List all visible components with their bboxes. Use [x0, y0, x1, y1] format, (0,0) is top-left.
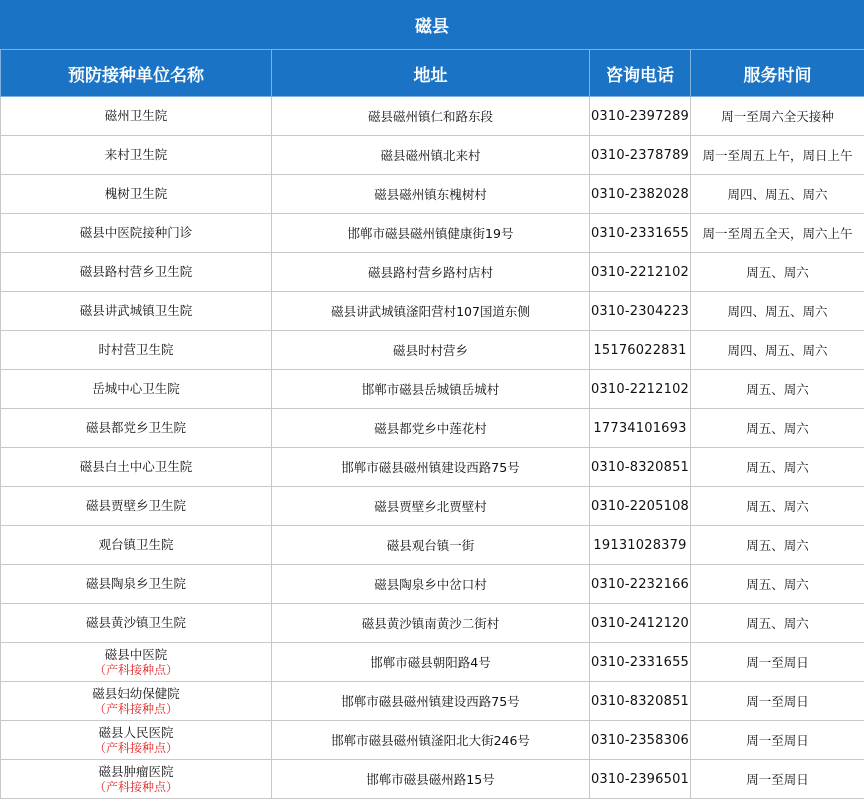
- phone-cell: 0310-2378789: [590, 136, 691, 175]
- address-cell: 磁县陶泉乡中岔口村: [272, 565, 590, 604]
- address-cell: 邯郸市磁县磁州镇健康街19号: [272, 214, 590, 253]
- phone-cell: 0310-2397289: [590, 97, 691, 136]
- unit-name: 磁县陶泉乡卫生院: [85, 576, 186, 591]
- table-row: [1, 370, 864, 409]
- phone-cell: 0310-2304223: [590, 292, 691, 331]
- unit-name: 磁县中医院: [104, 646, 168, 662]
- unit-name-cell: [1, 760, 272, 799]
- table-row: [1, 760, 864, 799]
- service-hours-cell: 周五、周六: [691, 253, 864, 292]
- table-row: [1, 526, 864, 565]
- phone-cell: 0310-2382028: [590, 175, 691, 214]
- phone-cell: 0310-2205108: [590, 487, 691, 526]
- service-hours-cell: 周一至周五上午，周日上午: [691, 136, 864, 175]
- table-row: [1, 487, 864, 526]
- address-cell: 磁县黄沙镇南黄沙二街村: [272, 604, 590, 643]
- table-row: [1, 214, 864, 253]
- table-row: [1, 604, 864, 643]
- phone-cell: 0310-2232166: [590, 565, 691, 604]
- service-hours-cell: 周四、周五、周六: [691, 331, 864, 370]
- phone-cell: 0310-8320851: [590, 448, 691, 487]
- header-service-hours: 服务时间: [691, 50, 864, 97]
- obstetric-site-note: （产科接种点）: [93, 740, 178, 755]
- vaccination-units-table: [0, 49, 864, 799]
- unit-name-cell: [1, 253, 272, 292]
- table-header-row: [1, 50, 864, 97]
- table-row: [1, 292, 864, 331]
- unit-name-cell: [1, 721, 272, 760]
- table-row: [1, 136, 864, 175]
- table-row: [1, 409, 864, 448]
- table-row: [1, 253, 864, 292]
- unit-name: 磁县人民医院: [98, 724, 174, 740]
- obstetric-site-note: （产科接种点）: [93, 701, 178, 716]
- address-cell: 磁县路村营乡路村店村: [272, 253, 590, 292]
- table-row: [1, 643, 864, 682]
- header-address: 地址: [272, 50, 590, 97]
- service-hours-cell: 周五、周六: [691, 448, 864, 487]
- phone-cell: 0310-2331655: [590, 643, 691, 682]
- obstetric-site-note: （产科接种点）: [93, 662, 178, 677]
- address-cell: 磁县时村营乡: [272, 331, 590, 370]
- service-hours-cell: 周一至周日: [691, 682, 864, 721]
- unit-name-cell: [1, 526, 272, 565]
- service-hours-cell: 周一至周日: [691, 760, 864, 799]
- unit-name-cell: [1, 643, 272, 682]
- address-cell: 磁县磁州镇北来村: [272, 136, 590, 175]
- unit-name: 磁县白土中心卫生院: [79, 459, 193, 474]
- unit-name-cell: [1, 370, 272, 409]
- service-hours-cell: 周四、周五、周六: [691, 175, 864, 214]
- service-hours-cell: 周一至周日: [691, 721, 864, 760]
- header-phone: 咨询电话: [590, 50, 691, 97]
- address-cell: 邯郸市磁县磁州镇建设西路75号: [272, 682, 590, 721]
- table-row: [1, 331, 864, 370]
- table-row: [1, 448, 864, 487]
- address-cell: 磁县都党乡中莲花村: [272, 409, 590, 448]
- table-row: [1, 97, 864, 136]
- phone-cell: 0310-2412120: [590, 604, 691, 643]
- service-hours-cell: 周五、周六: [691, 409, 864, 448]
- county-title: 磁县: [0, 0, 864, 49]
- service-hours-cell: 周五、周六: [691, 526, 864, 565]
- address-cell: 磁县观台镇一街: [272, 526, 590, 565]
- table-row: [1, 721, 864, 760]
- table-row: [1, 175, 864, 214]
- unit-name-cell: [1, 448, 272, 487]
- unit-name: 磁县贾壁乡卫生院: [85, 498, 186, 513]
- table-row: [1, 682, 864, 721]
- phone-cell: 17734101693: [590, 409, 691, 448]
- phone-cell: 0310-2396501: [590, 760, 691, 799]
- service-hours-cell: 周一至周五全天，周六上午: [691, 214, 864, 253]
- service-hours-cell: 周五、周六: [691, 604, 864, 643]
- address-cell: 邯郸市磁县朝阳路4号: [272, 643, 590, 682]
- table-body: [1, 97, 864, 799]
- service-hours-cell: 周一至周日: [691, 643, 864, 682]
- unit-name: 磁县讲武城镇卫生院: [79, 303, 193, 318]
- service-hours-cell: 周五、周六: [691, 487, 864, 526]
- unit-name: 磁县妇幼保健院: [92, 685, 180, 701]
- unit-name-cell: [1, 292, 272, 331]
- unit-name: 磁州卫生院: [104, 108, 168, 123]
- phone-cell: 0310-2358306: [590, 721, 691, 760]
- unit-name: 磁县都党乡卫生院: [85, 420, 186, 435]
- obstetric-site-note: （产科接种点）: [93, 779, 178, 794]
- address-cell: 磁县讲武城镇滏阳营村107国道东侧: [272, 292, 590, 331]
- table-row: [1, 565, 864, 604]
- unit-name-cell: [1, 565, 272, 604]
- unit-name: 槐树卫生院: [104, 186, 168, 201]
- unit-name: 磁县肿瘤医院: [98, 763, 174, 779]
- service-hours-cell: 周五、周六: [691, 370, 864, 409]
- phone-cell: 15176022831: [590, 331, 691, 370]
- unit-name: 磁县中医院接种门诊: [79, 225, 193, 240]
- service-hours-cell: 周五、周六: [691, 565, 864, 604]
- unit-name: 来村卫生院: [104, 147, 168, 162]
- unit-name-cell: [1, 136, 272, 175]
- unit-name: 磁县黄沙镇卫生院: [85, 615, 186, 630]
- address-cell: 磁县贾壁乡北贾壁村: [272, 487, 590, 526]
- unit-name-cell: [1, 682, 272, 721]
- service-hours-cell: 周四、周五、周六: [691, 292, 864, 331]
- unit-name-cell: [1, 214, 272, 253]
- address-cell: 磁县磁州镇仁和路东段: [272, 97, 590, 136]
- address-cell: 磁县磁州镇东槐树村: [272, 175, 590, 214]
- address-cell: 邯郸市磁县磁州路15号: [272, 760, 590, 799]
- unit-name: 岳城中心卫生院: [92, 381, 180, 396]
- unit-name: 观台镇卫生院: [98, 537, 174, 552]
- header-unit-name: 预防接种单位名称: [1, 50, 272, 97]
- unit-name-cell: [1, 175, 272, 214]
- phone-cell: 0310-2212102: [590, 253, 691, 292]
- phone-cell: 0310-8320851: [590, 682, 691, 721]
- address-cell: 邯郸市磁县岳城镇岳城村: [272, 370, 590, 409]
- unit-name-cell: [1, 487, 272, 526]
- service-hours-cell: 周一至周六全天接种: [691, 97, 864, 136]
- phone-cell: 19131028379: [590, 526, 691, 565]
- phone-cell: 0310-2212102: [590, 370, 691, 409]
- unit-name-cell: [1, 604, 272, 643]
- unit-name: 磁县路村营乡卫生院: [79, 264, 193, 279]
- unit-name: 时村营卫生院: [98, 342, 174, 357]
- phone-cell: 0310-2331655: [590, 214, 691, 253]
- unit-name-cell: [1, 97, 272, 136]
- unit-name-cell: [1, 409, 272, 448]
- address-cell: 邯郸市磁县磁州镇滏阳北大街246号: [272, 721, 590, 760]
- address-cell: 邯郸市磁县磁州镇建设西路75号: [272, 448, 590, 487]
- unit-name-cell: [1, 331, 272, 370]
